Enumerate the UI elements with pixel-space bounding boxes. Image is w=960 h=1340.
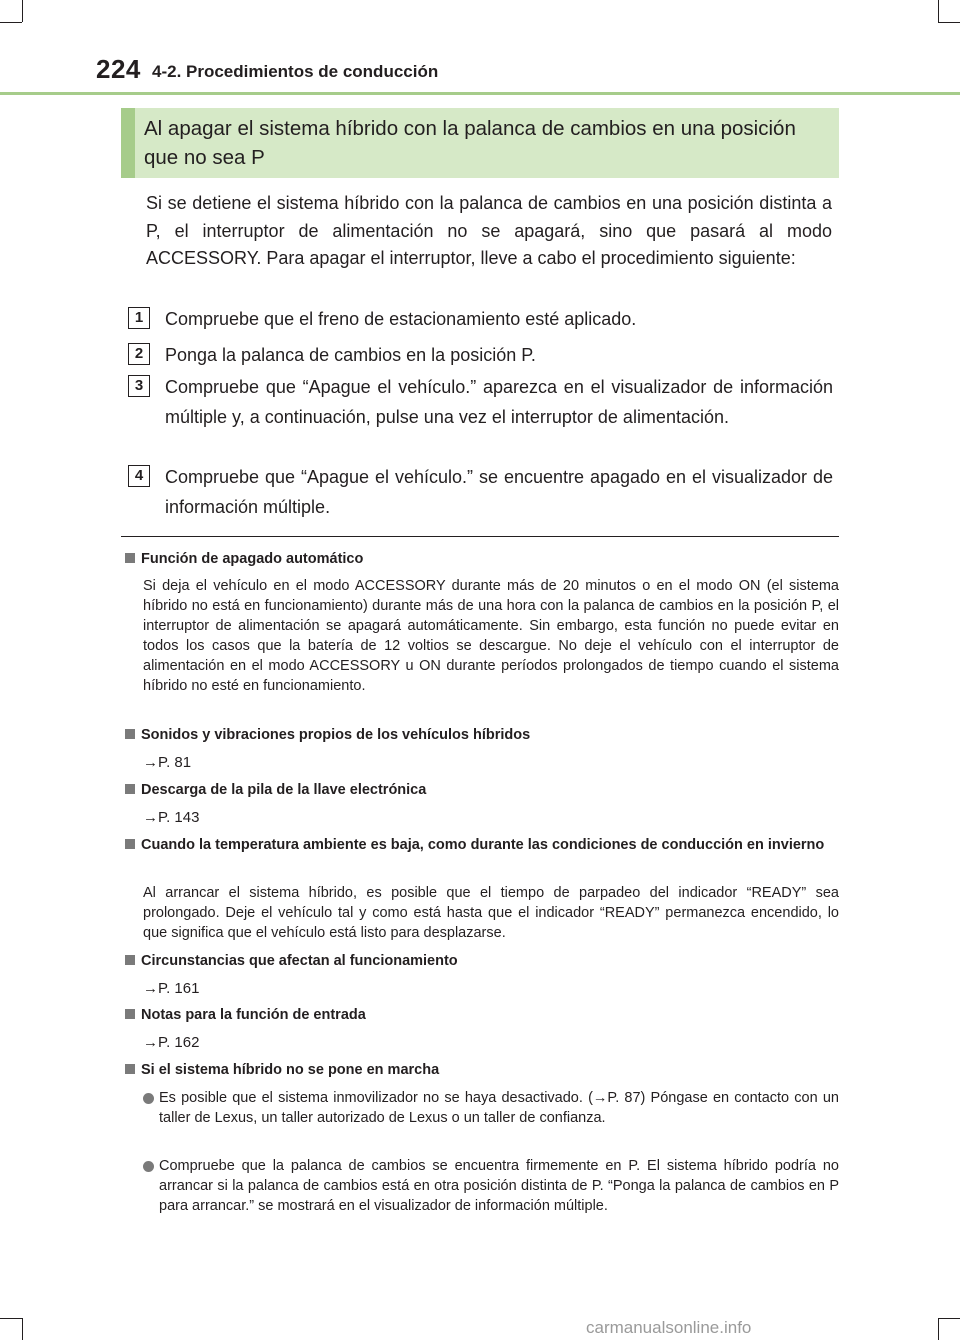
crop-mark [0, 1318, 22, 1319]
page-header [0, 0, 960, 100]
square-bullet-icon [125, 839, 135, 849]
note-heading [125, 1060, 841, 1080]
square-bullet-icon [125, 784, 135, 794]
square-bullet-icon [125, 955, 135, 965]
note-heading [125, 1005, 841, 1025]
intro-paragraph: Si se detiene el sistema híbrido con la palanca de cambios en una posición distinta a P, el interruptor de alimentación no se apagará, sino que pasará al modo ACCESSORY. Para apagar el interruptor, lleve a cabo el procedimiento siguiente: [146, 193, 832, 268]
note-heading-text: Notas para la función de entrada [141, 1007, 366, 1023]
note-heading [125, 835, 841, 855]
step-text: Compruebe que “Apague el vehículo.” se encuentre apagado en el visualizador de información múltiple. [165, 467, 833, 517]
note-heading [125, 951, 841, 971]
page-reference[interactable]: →P. 161 [143, 980, 200, 997]
note-heading-text: Descarga de la pila de la llave electrónica [141, 782, 427, 798]
square-bullet-icon [125, 1064, 135, 1074]
note-heading [125, 780, 841, 800]
step-text: Compruebe que “Apague el vehículo.” aparezca en el visualizador de información múltiple y, a continuación, pulse una vez el interruptor de alimentación. [165, 377, 833, 427]
bullet-text: Compruebe que la palanca de cambios se encuentra firmemente en P. El sistema híbrido podría no arrancar si la palanca de cambios está en otra posición distinta de P. “Ponga la palanca de cambios en P para arrancar.” se mostrará en el visualizador de información múltiple. [159, 1158, 839, 1214]
section-divider [121, 536, 839, 537]
circle-bullet-icon [143, 1093, 154, 1104]
crop-mark [938, 1318, 939, 1340]
note-heading-text: Circunstancias que afectan al funcionamiento [141, 953, 458, 969]
step-number: 4 [128, 465, 150, 487]
note-heading [125, 725, 841, 745]
section-title: 4-2. Procedimientos de conducción [152, 62, 439, 81]
page-reference[interactable]: →P. 162 [143, 1034, 200, 1051]
page-reference[interactable]: →P. 143 [143, 809, 200, 826]
bullet-text: Es posible que el sistema inmovilizador no se haya desactivado. (→P. 87) Póngase en contacto con un taller de Lexus, un taller autorizado de Lexus o un taller de confianza. [159, 1090, 839, 1126]
square-bullet-icon [125, 553, 135, 563]
topic-title: Al apagar el sistema híbrido con la palanca de cambios en una posición que no sea P [144, 117, 796, 169]
step-number: 1 [128, 307, 150, 329]
header-rule [0, 92, 960, 95]
topic-title-box [121, 108, 839, 178]
step-number: 3 [128, 375, 150, 397]
note-text: Al arrancar el sistema híbrido, es posible que el tiempo de parpadeo del indicador “READY” sea prolongado. Deje el vehículo tal y como está hasta que el indicador “READY” permanezca encendido, lo que significa que el vehículo está listo para desplazarse. [143, 885, 839, 941]
page-number: 224 [96, 54, 141, 84]
title-accent-bar [121, 108, 135, 178]
watermark: carmanualsonline.info [586, 1318, 752, 1337]
step-number: 2 [128, 343, 150, 365]
step-text: Compruebe que el freno de estacionamiento esté aplicado. [165, 309, 637, 329]
note-heading [125, 549, 841, 569]
circle-bullet-icon [143, 1161, 154, 1172]
note-heading-text: Si el sistema híbrido no se pone en marcha [141, 1062, 440, 1078]
square-bullet-icon [125, 729, 135, 739]
note-text: Si deja el vehículo en el modo ACCESSORY durante más de 20 minutos o en el modo ON (el sistema híbrido no está en funcionamiento) durante más de una hora con la palanca de cambios en la posición P, el interruptor de alimentación se apagará automáticamente. Sin embargo, esta función no puede evitar en todos los casos que la batería de 12 voltios se descargue. No deje el vehículo con el interruptor de alimentación en el modo ACCESSORY u ON durante períodos prolongados de tiempo cuando el sistema híbrido no esté en funcionamiento. [143, 578, 839, 694]
crop-mark [938, 1318, 960, 1319]
note-heading-text: Función de apagado automático [141, 551, 364, 567]
page-reference[interactable]: →P. 81 [143, 754, 192, 771]
note-heading-text: Sonidos y vibraciones propios de los vehículos híbridos [141, 727, 531, 743]
crop-mark [22, 1318, 23, 1340]
step-text: Ponga la palanca de cambios en la posición P. [165, 345, 536, 365]
square-bullet-icon [125, 1009, 135, 1019]
note-heading-text: Cuando la temperatura ambiente es baja, como durante las condiciones de conducción en invierno [141, 837, 825, 853]
